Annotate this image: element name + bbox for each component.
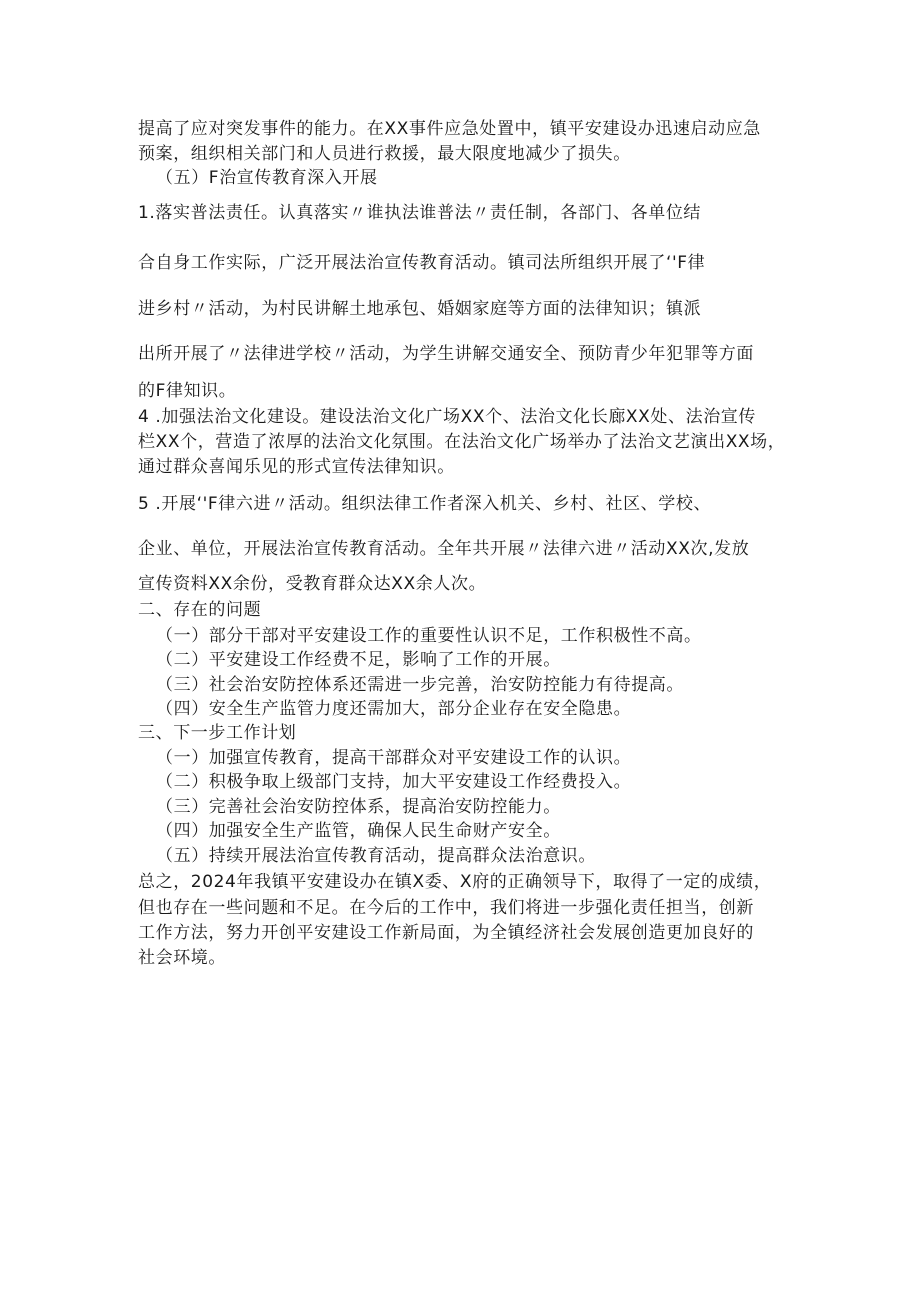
list-item: （三）完善社会治安防控体系，提高治安防控能力。 bbox=[156, 797, 561, 817]
list-item: （一）加强宣传教育，提高干部群众对平安建设工作的认识。 bbox=[156, 748, 632, 768]
section-heading: （五）F治宣传教育深入开展 bbox=[156, 168, 378, 188]
item-1-line: 出所开展了〃法律进学校〃活动，为学生讲解交通安全、预防青少年犯罪等方面 bbox=[138, 344, 754, 364]
paragraph-line: 提高了应对突发事件的能力。在XX事件应急处置中，镇平安建设办迅速启动应急 bbox=[138, 119, 761, 139]
item-1-line: 的F律知识。 bbox=[138, 381, 237, 401]
list-item: （五）持续开展法治宣传教育活动，提高群众法治意识。 bbox=[156, 846, 596, 866]
paragraph-line: 预案，组织相关部门和人员进行救援，最大限度地减少了损失。 bbox=[138, 144, 631, 164]
summary-line: 总之，2024年我镇平安建设办在镇X委、X府的正确领导下，取得了一定的成绩， bbox=[138, 872, 772, 892]
list-item: （三）社会治安防控体系还需进一步完善，治安防控能力有待提高。 bbox=[156, 675, 684, 695]
item-1-line: 进乡村〃活动，为村民讲解土地承包、婚姻家庭等方面的法律知识；镇派 bbox=[138, 299, 702, 319]
item-1-line: 合自身工作实际，广泛开展法治宣传教育活动。镇司法所组织开展了‘'F律 bbox=[138, 253, 706, 273]
summary-line: 但也存在一些问题和不足。在今后的工作中，我们将进一步强化责任担当，创新 bbox=[138, 898, 754, 918]
item-4-line: 通过群众喜闻乐见的形式宣传法律知识。 bbox=[138, 457, 455, 477]
section-title: 二、存在的问题 bbox=[138, 600, 262, 620]
list-item: （四）加强安全生产监管，确保人民生命财产安全。 bbox=[156, 821, 561, 841]
list-item: （二）积极争取上级部门支持，加大平安建设工作经费投入。 bbox=[156, 772, 632, 792]
item-5-line: 宣传资料XX余份，受教育群众达XX余人次。 bbox=[138, 574, 487, 594]
item-5-line: 5 .开展‘'F律六进〃活动。组织法律工作者深入机关、乡村、社区、学校、 bbox=[138, 494, 712, 514]
item-4-line: 栏XX个，营造了浓厚的法治文化氛围。在法治文化广场举办了法治文艺演出XX场， bbox=[138, 432, 786, 452]
summary-line: 工作方法，努力开创平安建设工作新局面，为全镇经济社会发展创造更加良好的 bbox=[138, 923, 754, 943]
section-title: 三、下一步工作计划 bbox=[138, 723, 297, 743]
item-4-line: 4 .加强法治文化建设。建设法治文化广场XX个、法治文化长廊XX处、法治宣传 bbox=[138, 407, 757, 427]
summary-line: 社会环境。 bbox=[138, 948, 226, 968]
item-1-line: 1.落实普法责任。认真落实〃谁执法谁普法〃责任制，各部门、各单位结 bbox=[138, 203, 702, 223]
list-item: （四）安全生产监管力度还需加大，部分企业存在安全隐患。 bbox=[156, 699, 632, 719]
list-item: （一）部分干部对平安建设工作的重要性认识不足，工作积极性不高。 bbox=[156, 626, 702, 646]
list-item: （二）平安建设工作经费不足，影响了工作的开展。 bbox=[156, 650, 561, 670]
item-5-line: 企业、单位，开展法治宣传教育活动。全年共开展〃法律六进〃活动XX次,发放 bbox=[138, 539, 750, 559]
